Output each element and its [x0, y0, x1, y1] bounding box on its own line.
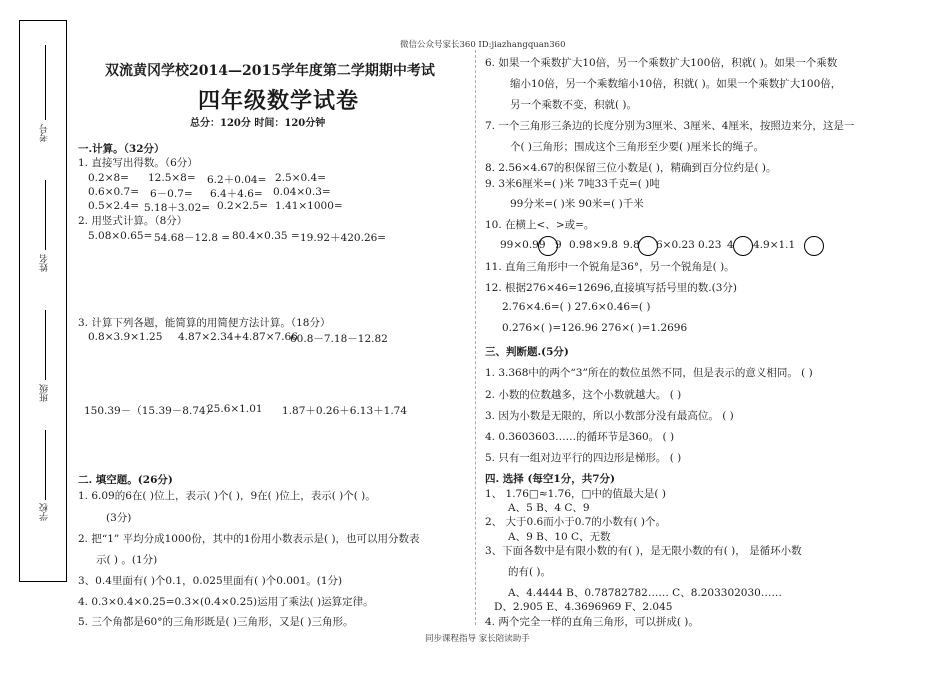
calc-item: 1.41×1000=	[275, 200, 343, 212]
fill-q2: 2. 把“1” 平均分成1000份，其中的1份用小数表示是( )，也可以用分数表	[78, 533, 420, 545]
choice-q3-cont: 的有( )。	[508, 566, 552, 578]
fill-q2-cont: 示( ) 。(1分)	[96, 554, 158, 566]
fill-q7: 7. 一个三角形三条边的长度分别为3厘米、3厘米、4厘米，按照边来分，这是一	[485, 120, 855, 132]
choice-q1: 1、 1.76□≈1.76，□中的值最大是( )	[485, 488, 666, 500]
school-line	[45, 430, 46, 500]
calc-item: 5.18＋3.02=	[144, 202, 211, 214]
calc-item: 12.5×8=	[148, 172, 196, 184]
fill-q7-line2: 个( )三角形；围成这个三角形至少要( )厘米长的绳子。	[510, 141, 765, 153]
top-watermark: 微信公众号家长360 ID:jiazhangquan360	[400, 40, 566, 50]
vertical-calc-item: 54.68－12.8 =	[154, 232, 231, 244]
q1-title: 1. 直接写出得数。（6分）	[78, 157, 198, 169]
choice-q3-options-1: A、4.4444 B、0.78782782…… C、8.203302030……	[508, 587, 782, 599]
section-3-title: 三、判断题.(5分)	[485, 346, 569, 358]
calc-item: 0.6×0.7=	[88, 186, 139, 198]
fill-q4: 4. 0.3×0.4×0.25=0.3×(0.4×0.25)运用了乘法( )运算定律。	[78, 596, 374, 608]
vertical-calc-item: 5.08×0.65=	[88, 230, 153, 242]
calc-item: 6－0.7=	[150, 188, 193, 200]
fill-q5: 5. 三个角都是60°的三角形既是( )三角形，又是( )三角形。	[78, 616, 354, 628]
calc-item: 0.2×2.5=	[217, 200, 268, 212]
compare-circle[interactable]	[638, 236, 658, 256]
score-time-line: 总分：120分 时间：120分钟	[190, 118, 326, 129]
compare-circle[interactable]	[804, 236, 824, 256]
calc-item: 2.5×0.4=	[275, 172, 326, 184]
compare-item: 0.23	[698, 239, 722, 251]
choice-q1-options: A、5 B、4 C、9	[508, 502, 590, 514]
fill-q9-line2: 99分米=( )米 90米=( )千米	[510, 198, 644, 210]
section-2-title: 二. 填空题。(26分)	[78, 474, 173, 486]
calc-item: 0.04×0.3=	[273, 186, 331, 198]
bottom-watermark: 同步课程指导 家长陪读助手	[425, 634, 530, 644]
compare-circle[interactable]	[733, 236, 753, 256]
choice-q3: 3、下面各数中是有限小数的有( )，是无限小数的有( )， 是循环小数	[485, 545, 802, 557]
compare-item: 6×0.23	[656, 239, 695, 251]
compare-item: 4	[727, 239, 734, 251]
judge-q2: 2. 小数的位数越多，这个小数就越大。 ( )	[485, 389, 682, 401]
fill-q12-a: 2.76×4.6=( ) 27.6×0.46=( )	[502, 301, 651, 313]
calc-item: 0.5×2.4=	[88, 200, 139, 212]
simplify-item: 25.6×1.01	[207, 403, 263, 415]
fill-q1-score: (3分)	[106, 512, 132, 524]
calc-item: 0.2×8=	[88, 172, 129, 184]
choice-q4: 4. 两个完全一样的直角三角形，可以拼成( )。	[485, 616, 699, 628]
vertical-calc-item: 19.92＋420.26=	[300, 232, 387, 244]
simplify-item: 150.39－（15.39－8.74）	[84, 405, 217, 417]
fill-q8: 8. 2.56×4.67的积保留三位小数是( )，精确到百分位约是( )。	[485, 162, 777, 174]
fill-q6-line2: 缩小10倍，另一个乘数缩小10倍，积就( )。如果一个乘数扩大100倍，	[510, 78, 842, 90]
exam-number-line	[45, 45, 46, 120]
simplify-item: 0.8×3.9×1.25	[88, 331, 163, 343]
compare-item: 9.8	[623, 239, 640, 251]
fill-q10: 10. 在横上<、>或=。	[485, 219, 595, 231]
class-label: 班级	[40, 384, 50, 402]
q2-title: 2. 用竖式计算。（8分）	[78, 215, 188, 227]
exam-title: 四年级数学试卷	[198, 88, 360, 114]
q3-title: 3. 计算下列各题，能简算的用简便方法计算。（18分）	[78, 317, 331, 329]
fill-q3: 3、0.4里面有( )个0.1，0.025里面有( )个0.001。(1分)	[78, 575, 343, 587]
school-label: 学校	[40, 503, 50, 521]
compare-item: 0.98×9.8	[569, 239, 618, 251]
fill-q12-b: 0.276×( )=126.96 276×( )=1.2696	[502, 322, 688, 334]
exam-number-label: 考号	[40, 124, 50, 142]
fill-q6: 6. 如果一个乘数扩大10倍，另一个乘数扩大100倍，积就( )。如果一个乘数	[485, 57, 838, 69]
judge-q5: 5. 只有一组对边平行的四边形是梯形。 ( )	[485, 452, 682, 464]
column-divider	[475, 50, 477, 625]
fill-q9: 9. 3米6厘米=( )米 7吨33千克=( )吨	[485, 178, 660, 190]
binding-margin-frame	[19, 20, 67, 582]
fill-q1: 1. 6.09的6在( )位上，表示( )个( )，9在( )位上，表示( )个( )。	[78, 490, 376, 502]
fill-q12: 12. 根据276×46=12696,直接填写括号里的数.(3分)	[485, 282, 737, 294]
class-line	[45, 310, 46, 380]
school-title: 双流黄冈学校2014—2015学年度第二学期期中考试	[105, 63, 435, 79]
choice-q3-options-2: D、2.905 E、4.3696969 F、2.045	[494, 601, 673, 613]
section-4-title: 四. 选择 (每空1分，共7分)	[485, 473, 616, 485]
simplify-item: 60.8－7.18－12.82	[290, 333, 388, 345]
compare-item: 4.9×1.1	[753, 239, 796, 251]
simplify-item: 1.87＋0.26＋6.13＋1.74	[282, 405, 408, 417]
fill-q6-line3: 另一个乘数不变，积就( )。	[510, 99, 638, 111]
choice-q2-options: A、9 B、10 C、无数	[508, 531, 611, 543]
section-1-title: 一.计算。（32分）	[78, 143, 165, 155]
choice-q2: 2、 大于0.6而小于0.7的小数有( )个。	[485, 516, 666, 528]
compare-item: 99×0.99	[500, 239, 546, 251]
fill-q11: 11. 直角三角形中一个锐角是36°，另一个锐角是( )。	[485, 261, 735, 273]
compare-item: 9	[555, 239, 562, 251]
judge-q3: 3. 因为小数是无限的，所以小数部分没有最高位。 ( )	[485, 410, 734, 422]
name-label: 姓名	[40, 254, 50, 272]
calc-item: 6.2＋0.04=	[207, 174, 267, 186]
judge-q1: 1. 3.368中的两个“3”所在的数位虽然不同，但是表示的意义相同。 ( )	[485, 367, 813, 379]
vertical-calc-item: 80.4×0.35 =	[232, 230, 300, 242]
judge-q4: 4. 0.3603603……的循环节是360。 ( )	[485, 431, 675, 443]
simplify-item: 4.87×2.34+4.87×7.66	[178, 331, 298, 343]
name-line	[45, 180, 46, 250]
calc-item: 6.4＋4.6=	[210, 188, 263, 200]
